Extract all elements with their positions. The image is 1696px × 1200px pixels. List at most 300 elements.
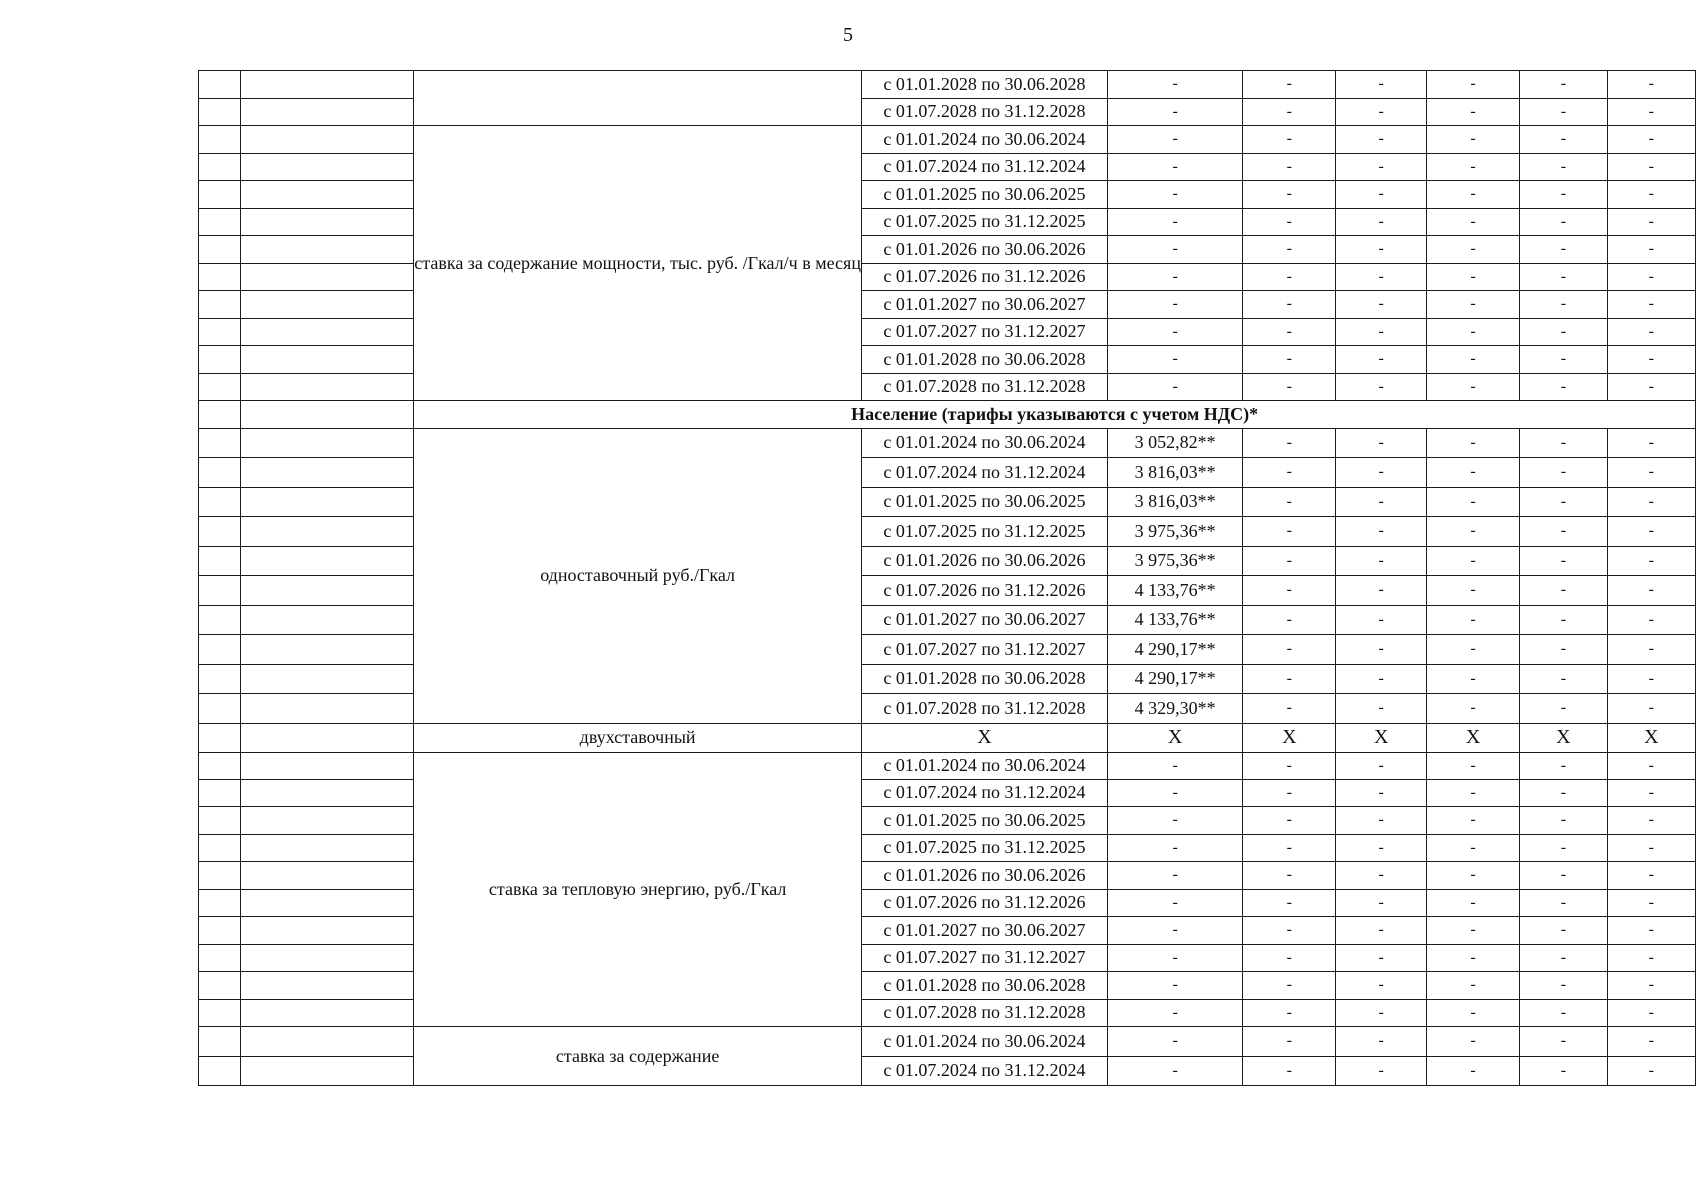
- value-cell: -: [1607, 487, 1695, 517]
- value-cell: -: [1336, 752, 1427, 779]
- power-rate-label-continued: ставка за содержание: [414, 1027, 862, 1086]
- period-cell: с 01.07.2026 по 31.12.2026: [861, 889, 1107, 917]
- period-cell: с 01.01.2026 по 30.06.2026: [861, 546, 1107, 576]
- value-cell: -: [1243, 126, 1336, 154]
- value-cell: -: [1427, 263, 1520, 291]
- period-cell: с 01.01.2028 по 30.06.2028: [861, 972, 1107, 1000]
- value-cell: -: [1107, 752, 1242, 779]
- value-cell: -: [1243, 208, 1336, 236]
- value-cell: -: [1107, 98, 1242, 126]
- value-cell: -: [1427, 1056, 1520, 1086]
- value-cell: -: [1427, 664, 1520, 694]
- period-cell: с 01.01.2025 по 30.06.2025: [861, 181, 1107, 209]
- value-cell: -: [1107, 236, 1242, 264]
- value-cell: -: [1520, 263, 1608, 291]
- value-cell: -: [1520, 862, 1608, 890]
- value-cell: -: [1336, 71, 1427, 99]
- row-number-cell: [199, 263, 241, 291]
- period-cell: с 01.07.2025 по 31.12.2025: [861, 517, 1107, 547]
- value-cell: -: [1607, 889, 1695, 917]
- tariff-value-cell: 4 290,17**: [1107, 664, 1242, 694]
- row-number-cell: [199, 458, 241, 488]
- value-cell: -: [1336, 944, 1427, 972]
- value-cell: -: [1107, 291, 1242, 319]
- value-cell: -: [1607, 694, 1695, 724]
- value-cell: -: [1336, 458, 1427, 488]
- value-cell: -: [1427, 889, 1520, 917]
- value-cell: -: [1336, 208, 1427, 236]
- table-row: [199, 723, 1696, 752]
- value-cell: -: [1336, 98, 1427, 126]
- period-cell: с 01.07.2024 по 31.12.2024: [861, 1056, 1107, 1086]
- row-number-cell: [199, 917, 241, 945]
- value-cell: -: [1336, 318, 1427, 346]
- tariff-value-cell: 3 816,03**: [1107, 487, 1242, 517]
- value-cell: -: [1336, 999, 1427, 1027]
- organization-cell: [240, 126, 414, 154]
- tariff-table: [198, 70, 1696, 1086]
- value-cell: -: [1107, 318, 1242, 346]
- value-cell: -: [1336, 236, 1427, 264]
- row-number-cell: [199, 664, 241, 694]
- table-row: [199, 126, 1696, 154]
- value-cell: -: [1243, 1056, 1336, 1086]
- value-cell: -: [1607, 1027, 1695, 1057]
- value-cell: -: [1336, 972, 1427, 1000]
- organization-cell: [240, 373, 414, 401]
- period-cell: с 01.07.2028 по 31.12.2028: [861, 999, 1107, 1027]
- period-cell: с 01.01.2027 по 30.06.2027: [861, 605, 1107, 635]
- value-cell: -: [1243, 944, 1336, 972]
- period-cell: с 01.07.2028 по 31.12.2028: [861, 98, 1107, 126]
- value-cell: -: [1607, 779, 1695, 807]
- value-cell: -: [1336, 263, 1427, 291]
- row-number-cell: [199, 807, 241, 835]
- value-cell: -: [1520, 1027, 1608, 1057]
- value-cell: -: [1427, 944, 1520, 972]
- value-cell: -: [1520, 98, 1608, 126]
- value-cell: -: [1427, 208, 1520, 236]
- tariff-value-cell: 3 975,36**: [1107, 546, 1242, 576]
- row-number-cell: [199, 153, 241, 181]
- value-cell: -: [1607, 576, 1695, 606]
- organization-cell: [240, 999, 414, 1027]
- value-cell: -: [1243, 517, 1336, 547]
- value-cell: -: [1427, 694, 1520, 724]
- period-cell: с 01.01.2028 по 30.06.2028: [861, 71, 1107, 99]
- x-mark-cell: X: [1243, 723, 1336, 752]
- organization-cell: [240, 694, 414, 724]
- value-cell: -: [1243, 889, 1336, 917]
- row-number-cell: [199, 181, 241, 209]
- organization-cell: [240, 807, 414, 835]
- period-cell: с 01.01.2027 по 30.06.2027: [861, 917, 1107, 945]
- period-cell: с 01.01.2027 по 30.06.2027: [861, 291, 1107, 319]
- value-cell: -: [1427, 291, 1520, 319]
- value-cell: -: [1427, 862, 1520, 890]
- row-number-cell: [199, 723, 241, 752]
- organization-cell: [240, 487, 414, 517]
- value-cell: -: [1336, 807, 1427, 835]
- value-cell: -: [1427, 236, 1520, 264]
- period-cell: с 01.01.2024 по 30.06.2024: [861, 126, 1107, 154]
- value-cell: -: [1520, 458, 1608, 488]
- row-number-cell: [199, 779, 241, 807]
- value-cell: -: [1336, 834, 1427, 862]
- tariff-value-cell: 3 816,03**: [1107, 458, 1242, 488]
- value-cell: -: [1336, 153, 1427, 181]
- section-header-row: [199, 401, 1696, 429]
- row-number-cell: [199, 635, 241, 665]
- value-cell: -: [1107, 263, 1242, 291]
- value-cell: -: [1243, 546, 1336, 576]
- power-rate-label: ставка за содержание мощности, тыс. руб. /Гкал/ч в месяц: [414, 126, 862, 401]
- two-rate-label: двухставочный: [414, 723, 862, 752]
- period-cell: с 01.07.2027 по 31.12.2027: [861, 635, 1107, 665]
- row-number-cell: [199, 373, 241, 401]
- row-number-cell: [199, 517, 241, 547]
- value-cell: -: [1520, 291, 1608, 319]
- value-cell: -: [1607, 71, 1695, 99]
- value-cell: -: [1336, 126, 1427, 154]
- value-cell: -: [1520, 752, 1608, 779]
- value-cell: -: [1520, 1056, 1608, 1086]
- organization-cell: [240, 98, 414, 126]
- value-cell: -: [1107, 862, 1242, 890]
- row-number-cell: [199, 862, 241, 890]
- value-cell: -: [1427, 428, 1520, 458]
- tariff-value-cell: 4 290,17**: [1107, 635, 1242, 665]
- period-cell: с 01.07.2027 по 31.12.2027: [861, 318, 1107, 346]
- row-number-cell: [199, 71, 241, 99]
- row-number-cell: [199, 694, 241, 724]
- row-number-cell: [199, 889, 241, 917]
- value-cell: -: [1607, 263, 1695, 291]
- value-cell: -: [1336, 428, 1427, 458]
- organization-cell: [240, 401, 414, 429]
- period-cell: с 01.07.2025 по 31.12.2025: [861, 834, 1107, 862]
- value-cell: -: [1107, 972, 1242, 1000]
- value-cell: -: [1607, 944, 1695, 972]
- value-cell: -: [1520, 807, 1608, 835]
- value-cell: -: [1243, 153, 1336, 181]
- value-cell: -: [1243, 605, 1336, 635]
- value-cell: -: [1607, 153, 1695, 181]
- value-cell: -: [1607, 373, 1695, 401]
- organization-cell: [240, 576, 414, 606]
- value-cell: -: [1520, 487, 1608, 517]
- value-cell: -: [1607, 1056, 1695, 1086]
- organization-cell: [240, 605, 414, 635]
- value-cell: -: [1427, 972, 1520, 1000]
- value-cell: -: [1336, 779, 1427, 807]
- value-cell: -: [1243, 458, 1336, 488]
- value-cell: -: [1427, 458, 1520, 488]
- value-cell: -: [1427, 318, 1520, 346]
- value-cell: -: [1520, 605, 1608, 635]
- value-cell: -: [1243, 487, 1336, 517]
- value-cell: -: [1243, 71, 1336, 99]
- value-cell: -: [1607, 664, 1695, 694]
- organization-cell: [240, 889, 414, 917]
- row-number-cell: [199, 126, 241, 154]
- period-cell: с 01.01.2025 по 30.06.2025: [861, 807, 1107, 835]
- value-cell: -: [1107, 917, 1242, 945]
- organization-cell: [240, 208, 414, 236]
- value-cell: -: [1520, 517, 1608, 547]
- period-cell: с 01.07.2025 по 31.12.2025: [861, 208, 1107, 236]
- period-cell: с 01.01.2024 по 30.06.2024: [861, 1027, 1107, 1057]
- organization-cell: [240, 428, 414, 458]
- organization-cell: [240, 263, 414, 291]
- value-cell: -: [1520, 181, 1608, 209]
- value-cell: -: [1243, 263, 1336, 291]
- value-cell: -: [1427, 917, 1520, 945]
- row-number-cell: [199, 546, 241, 576]
- organization-cell: [240, 346, 414, 374]
- organization-cell: [240, 71, 414, 99]
- tariff-value-cell: 4 329,30**: [1107, 694, 1242, 724]
- organization-cell: [240, 917, 414, 945]
- organization-cell: [240, 944, 414, 972]
- period-cell: с 01.01.2024 по 30.06.2024: [861, 428, 1107, 458]
- row-number-cell: [199, 834, 241, 862]
- value-cell: -: [1336, 346, 1427, 374]
- row-number-cell: [199, 401, 241, 429]
- row-number-cell: [199, 972, 241, 1000]
- value-cell: -: [1243, 694, 1336, 724]
- single-rate-label: одноставочный руб./Гкал: [414, 428, 862, 723]
- value-cell: -: [1427, 546, 1520, 576]
- value-cell: -: [1520, 153, 1608, 181]
- tariff-value-cell: 3 975,36**: [1107, 517, 1242, 547]
- row-number-cell: [199, 98, 241, 126]
- organization-cell: [240, 664, 414, 694]
- value-cell: -: [1107, 373, 1242, 401]
- row-number-cell: [199, 999, 241, 1027]
- row-number-cell: [199, 318, 241, 346]
- organization-cell: [240, 723, 414, 752]
- x-mark-cell: X: [1427, 723, 1520, 752]
- value-cell: -: [1243, 346, 1336, 374]
- organization-cell: [240, 291, 414, 319]
- period-cell: с 01.07.2026 по 31.12.2026: [861, 576, 1107, 606]
- row-number-cell: [199, 1027, 241, 1057]
- value-cell: -: [1607, 807, 1695, 835]
- value-cell: -: [1427, 181, 1520, 209]
- value-cell: -: [1107, 807, 1242, 835]
- value-cell: -: [1607, 346, 1695, 374]
- value-cell: -: [1336, 291, 1427, 319]
- value-cell: -: [1607, 862, 1695, 890]
- value-cell: -: [1243, 664, 1336, 694]
- value-cell: -: [1520, 126, 1608, 154]
- value-cell: -: [1607, 635, 1695, 665]
- value-cell: -: [1107, 208, 1242, 236]
- value-cell: -: [1336, 517, 1427, 547]
- value-cell: -: [1336, 664, 1427, 694]
- value-cell: -: [1607, 517, 1695, 547]
- value-cell: -: [1243, 428, 1336, 458]
- value-cell: -: [1336, 635, 1427, 665]
- value-cell: -: [1520, 318, 1608, 346]
- row-number-cell: [199, 346, 241, 374]
- row-number-cell: [199, 1056, 241, 1086]
- value-cell: -: [1243, 834, 1336, 862]
- value-cell: -: [1607, 428, 1695, 458]
- value-cell: -: [1607, 917, 1695, 945]
- value-cell: -: [1607, 972, 1695, 1000]
- value-cell: -: [1520, 635, 1608, 665]
- tariff-value-cell: 4 133,76**: [1107, 576, 1242, 606]
- organization-cell: [240, 972, 414, 1000]
- value-cell: -: [1520, 972, 1608, 1000]
- value-cell: -: [1607, 546, 1695, 576]
- value-cell: -: [1427, 635, 1520, 665]
- row-number-cell: [199, 291, 241, 319]
- value-cell: -: [1520, 779, 1608, 807]
- value-cell: -: [1336, 605, 1427, 635]
- value-cell: -: [1427, 834, 1520, 862]
- value-cell: -: [1520, 834, 1608, 862]
- value-cell: -: [1336, 487, 1427, 517]
- period-cell: с 01.07.2024 по 31.12.2024: [861, 458, 1107, 488]
- value-cell: -: [1107, 346, 1242, 374]
- table-row: [199, 752, 1696, 779]
- period-cell: с 01.01.2026 по 30.06.2026: [861, 236, 1107, 264]
- value-cell: -: [1607, 605, 1695, 635]
- period-cell: с 01.07.2024 по 31.12.2024: [861, 153, 1107, 181]
- value-cell: -: [1427, 779, 1520, 807]
- value-cell: -: [1243, 1027, 1336, 1057]
- value-cell: -: [1607, 236, 1695, 264]
- value-cell: -: [1427, 153, 1520, 181]
- organization-cell: [240, 779, 414, 807]
- value-cell: -: [1607, 291, 1695, 319]
- value-cell: -: [1107, 999, 1242, 1027]
- value-cell: -: [1243, 862, 1336, 890]
- value-cell: -: [1427, 576, 1520, 606]
- value-cell: -: [1336, 1027, 1427, 1057]
- period-cell: с 01.01.2026 по 30.06.2026: [861, 862, 1107, 890]
- value-cell: -: [1336, 862, 1427, 890]
- period-cell: с 01.07.2028 по 31.12.2028: [861, 373, 1107, 401]
- value-cell: -: [1607, 208, 1695, 236]
- row-number-cell: [199, 428, 241, 458]
- value-cell: -: [1243, 576, 1336, 606]
- organization-cell: [240, 458, 414, 488]
- period-cell: с 01.07.2026 по 31.12.2026: [861, 263, 1107, 291]
- x-mark-cell: X: [1607, 723, 1695, 752]
- value-cell: -: [1107, 71, 1242, 99]
- value-cell: -: [1336, 1056, 1427, 1086]
- rate-type-cell: [414, 71, 862, 126]
- value-cell: -: [1520, 546, 1608, 576]
- value-cell: -: [1427, 373, 1520, 401]
- organization-cell: [240, 635, 414, 665]
- value-cell: -: [1427, 487, 1520, 517]
- value-cell: -: [1243, 181, 1336, 209]
- value-cell: -: [1243, 972, 1336, 1000]
- value-cell: -: [1520, 236, 1608, 264]
- value-cell: -: [1520, 71, 1608, 99]
- value-cell: -: [1243, 291, 1336, 319]
- period-cell: с 01.01.2025 по 30.06.2025: [861, 487, 1107, 517]
- row-number-cell: [199, 752, 241, 779]
- value-cell: -: [1607, 181, 1695, 209]
- value-cell: -: [1520, 917, 1608, 945]
- tariff-value-cell: 3 052,82**: [1107, 428, 1242, 458]
- value-cell: -: [1243, 917, 1336, 945]
- organization-cell: [240, 862, 414, 890]
- value-cell: -: [1107, 779, 1242, 807]
- value-cell: -: [1607, 318, 1695, 346]
- value-cell: -: [1520, 428, 1608, 458]
- value-cell: -: [1427, 807, 1520, 835]
- value-cell: -: [1107, 1056, 1242, 1086]
- value-cell: -: [1107, 126, 1242, 154]
- row-number-cell: [199, 576, 241, 606]
- value-cell: -: [1427, 1027, 1520, 1057]
- value-cell: -: [1520, 694, 1608, 724]
- value-cell: -: [1427, 752, 1520, 779]
- value-cell: -: [1243, 752, 1336, 779]
- value-cell: -: [1520, 373, 1608, 401]
- value-cell: -: [1607, 834, 1695, 862]
- row-number-cell: [199, 487, 241, 517]
- value-cell: -: [1336, 889, 1427, 917]
- value-cell: -: [1243, 807, 1336, 835]
- value-cell: -: [1336, 373, 1427, 401]
- organization-cell: [240, 236, 414, 264]
- value-cell: -: [1243, 98, 1336, 126]
- value-cell: -: [1336, 576, 1427, 606]
- value-cell: -: [1427, 71, 1520, 99]
- value-cell: -: [1427, 517, 1520, 547]
- row-number-cell: [199, 605, 241, 635]
- value-cell: -: [1243, 635, 1336, 665]
- value-cell: -: [1520, 208, 1608, 236]
- value-cell: -: [1427, 126, 1520, 154]
- value-cell: -: [1107, 889, 1242, 917]
- value-cell: -: [1107, 153, 1242, 181]
- value-cell: -: [1243, 779, 1336, 807]
- x-mark-cell: X: [861, 723, 1107, 752]
- organization-cell: [240, 318, 414, 346]
- value-cell: -: [1427, 346, 1520, 374]
- x-mark-cell: X: [1520, 723, 1608, 752]
- organization-cell: [240, 546, 414, 576]
- value-cell: -: [1520, 576, 1608, 606]
- period-cell: с 01.01.2028 по 30.06.2028: [861, 664, 1107, 694]
- value-cell: -: [1107, 181, 1242, 209]
- value-cell: -: [1336, 181, 1427, 209]
- organization-cell: [240, 1056, 414, 1086]
- organization-cell: [240, 1027, 414, 1057]
- value-cell: -: [1243, 318, 1336, 346]
- period-cell: с 01.07.2028 по 31.12.2028: [861, 694, 1107, 724]
- value-cell: -: [1243, 999, 1336, 1027]
- value-cell: -: [1607, 126, 1695, 154]
- organization-cell: [240, 752, 414, 779]
- value-cell: -: [1520, 664, 1608, 694]
- value-cell: -: [1607, 999, 1695, 1027]
- population-section-title: Население (тарифы указываются с учетом НДС)*: [414, 401, 1696, 429]
- value-cell: -: [1520, 346, 1608, 374]
- value-cell: -: [1427, 999, 1520, 1027]
- value-cell: -: [1520, 999, 1608, 1027]
- period-cell: с 01.07.2027 по 31.12.2027: [861, 944, 1107, 972]
